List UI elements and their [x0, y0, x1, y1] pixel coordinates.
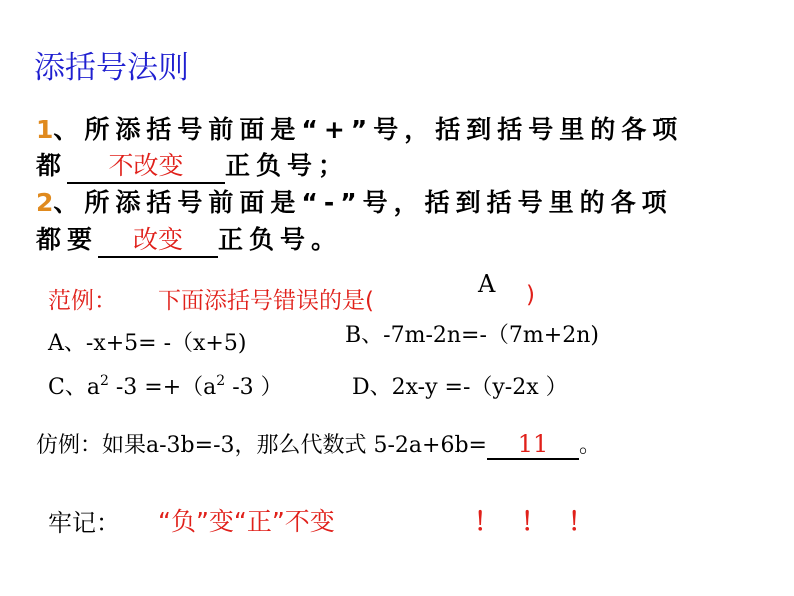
rule-2-prefix: 都要 — [36, 225, 99, 254]
rule-1-line-2 — [36, 146, 349, 184]
rule-2-line-1 — [36, 183, 673, 219]
rule-2-line-2 — [36, 220, 342, 258]
rule-1-prefix: 都 — [36, 151, 68, 180]
option-d: D、2x-y =-（y-2x ） — [352, 375, 568, 400]
page-title: 添括号法则 — [34, 50, 189, 86]
option-a: A、-x+5= -（x+5) — [48, 331, 247, 356]
imitation-text: 仿例：如果a-3b=-3，那么代数式 5-2a+6b= — [36, 433, 487, 458]
imitation-end: 。 — [578, 433, 601, 458]
rule-2-text: 、所添括号前面是“-”号，括到括号里的各项 — [53, 188, 673, 217]
rule-2-suffix: 正负号。 — [218, 225, 343, 254]
option-b: B、-7m-2n=-（7m+2n) — [345, 323, 599, 348]
example-answer: A — [478, 270, 496, 298]
imitation-answer-blank: 11 — [487, 430, 579, 460]
memo-text: “负”变“正”不变 — [158, 507, 335, 536]
imitation-question — [36, 428, 601, 460]
example-question: 下面添括号错误的是( — [158, 288, 374, 314]
example-label: 范例： — [48, 288, 117, 314]
rule-1-text: 、所添括号前面是“+”号，括到括号里的各项 — [53, 115, 684, 144]
rule-2-number: 2 — [36, 188, 54, 217]
memo-exclamations: ！！！ — [474, 507, 616, 536]
rule-2-answer-blank: 改变 — [98, 220, 218, 258]
rule-1-line-1 — [36, 110, 683, 146]
example-question-close: ) — [526, 282, 535, 308]
option-c: C、$a^2$ $-3 =+(a^2$ -3 ） — [48, 373, 283, 400]
memo-label: 牢记： — [48, 509, 120, 537]
rule-1-number: 1 — [36, 115, 54, 144]
rule-1-suffix: 正负号； — [225, 151, 350, 180]
rule-1-answer-blank: 不改变 — [67, 146, 225, 184]
